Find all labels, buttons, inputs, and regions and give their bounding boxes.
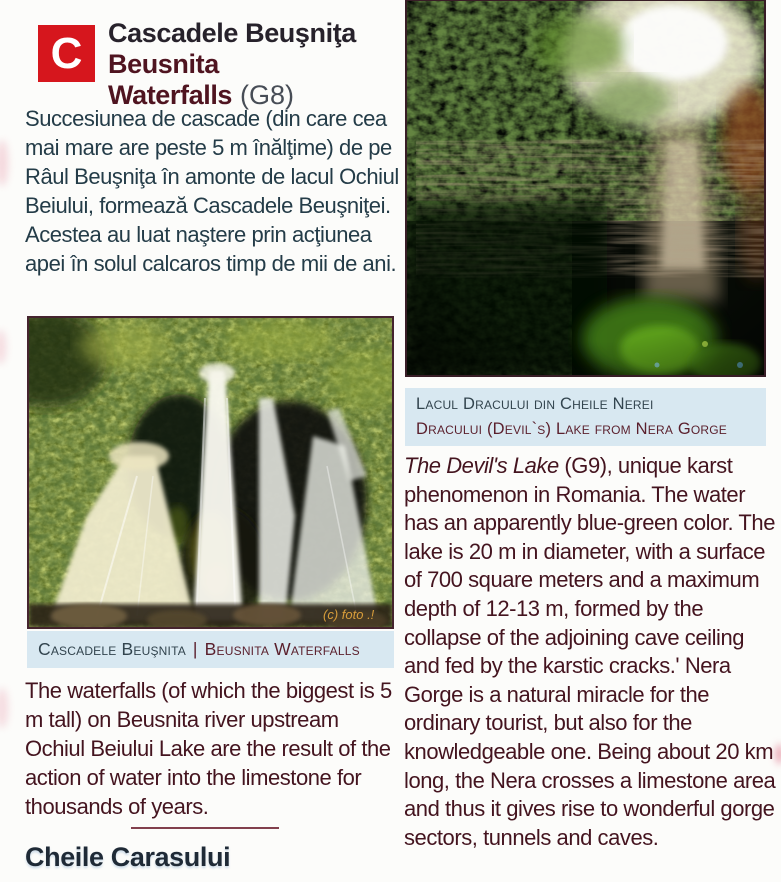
title-line-english-1: Beusnita <box>108 49 219 79</box>
scan-artifact <box>0 330 6 364</box>
lake-photo <box>405 0 766 377</box>
article-title <box>108 18 356 111</box>
waterfall-photo <box>27 316 394 629</box>
photo-watermark: (c) foto .! <box>323 607 375 622</box>
waterfall-photo-caption <box>27 631 394 668</box>
waterfall-photo-illustration <box>29 318 392 627</box>
paragraph-romanian: Succesiunea de cascade (din care cea mai mare are peste 5 m înălţime) de pe Râul Beuşniţa în amonte de lacul Ochiul Beiului, formează Cascadele Beuşniţei. Acestea au luat naştere prin acţiunea apei în solul calcaros timp de mii de ani. <box>25 106 399 276</box>
paragraph-english-right <box>404 452 779 852</box>
devils-lake-body: (G9), unique karst phenomenon in Romania. The water has an apparently blue-green color. The lake is 20 m in diameter, with a surface of 700 square meters and a maximum depth of 12-13 m, formed by the collapse of the adjoining cave ceiling and fed by the karstic cracks.' Nera Gorge is a natural miracle for the ordinary tourist, but also for the knowledgeable one. Being about 20 km long, the Nera crosses a limestone area and thus it gives rise to wonderful gorge sectors, tunnels and caves. <box>404 453 776 850</box>
next-section-heading: Cheile Carasului <box>25 842 231 872</box>
caption-romanian: Cascadele Beuşnita <box>38 639 186 659</box>
lake-photo-caption <box>405 388 766 446</box>
paragraph-english-left: The waterfalls (of which the biggest is 5 m tall) on Beusnita river upstream Ochiul Beiului Lake are the result of the action of water into the limestone for thousands of years. <box>25 678 392 819</box>
scan-artifact <box>0 140 8 186</box>
title-line-romanian: Cascadele Beuşniţa <box>108 18 356 48</box>
caption-separator: | <box>192 639 198 659</box>
lake-caption-romanian: Lacul Dracului din Cheile Nerei <box>416 395 654 413</box>
grid-reference: (G8) <box>240 80 295 110</box>
devils-lake-lead: The Devil's Lake <box>404 453 559 478</box>
section-marker-letter: C <box>50 28 83 78</box>
lake-photo-illustration <box>407 1 764 375</box>
caption-english: Beusnita Waterfalls <box>204 639 360 659</box>
section-marker-box <box>38 25 95 82</box>
section-divider <box>131 827 279 829</box>
scan-artifact <box>0 688 8 728</box>
lake-caption-english: Dracului (Devil`s) Lake from Nera Gorge <box>416 420 728 438</box>
title-waterfalls: Waterfalls <box>108 80 233 110</box>
